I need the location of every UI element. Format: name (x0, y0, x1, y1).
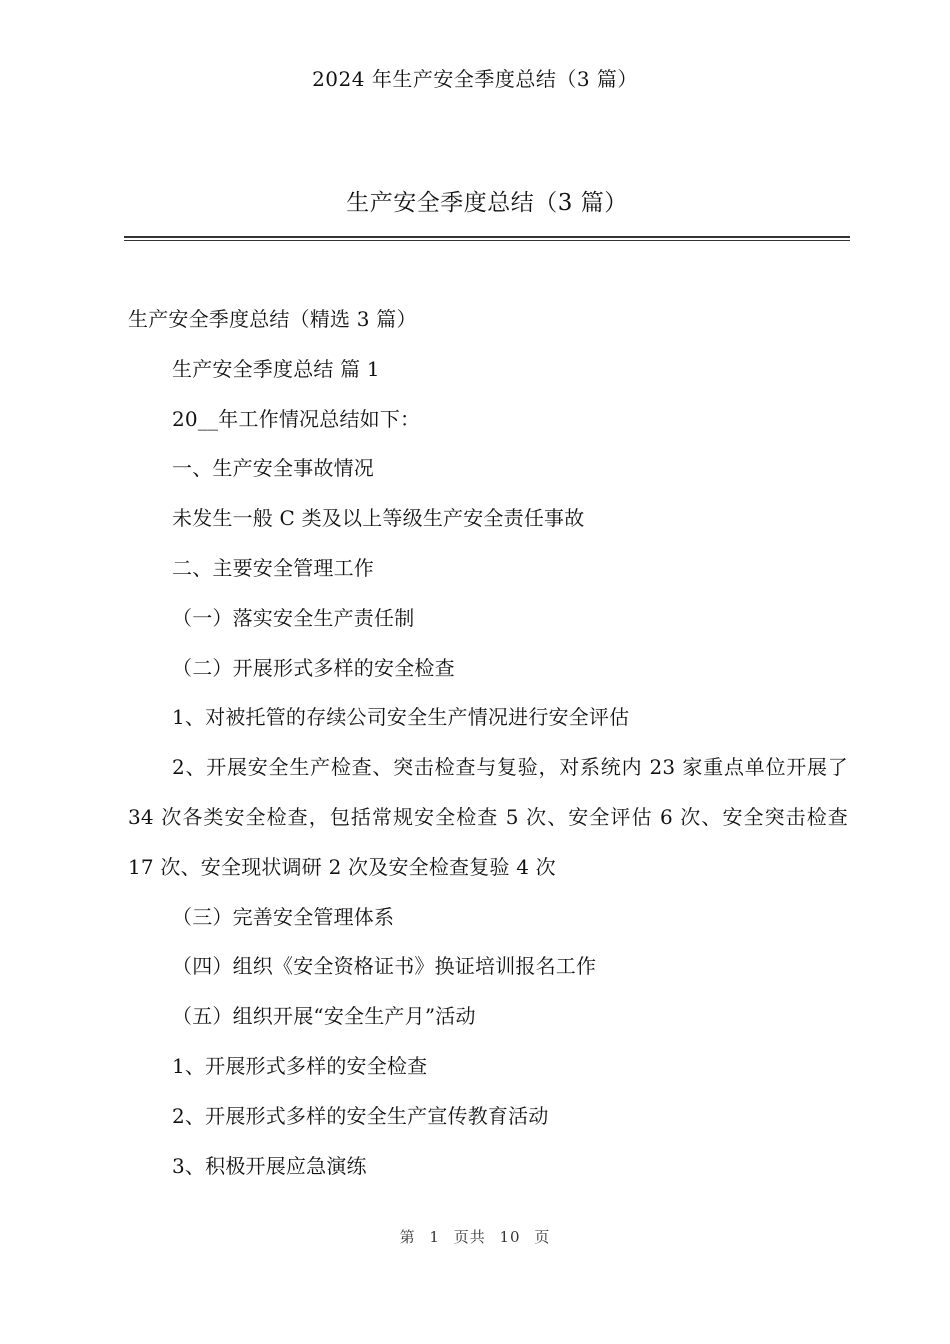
paragraph-subheading: （四）组织《安全资格证书》换证培训报名工作 (172, 954, 597, 979)
paragraph-list-item: 1、开展形式多样的安全检查 (172, 1053, 428, 1078)
title-divider (124, 236, 850, 241)
paragraph-subheading: （一）落实安全生产责任制 (172, 605, 415, 630)
paragraph-list-item: 1、对被托管的存续公司安全生产情况进行安全评估 (172, 705, 630, 730)
document-body (128, 295, 848, 1191)
paragraph-list-item: 2、开展形式多样的安全生产宣传教育活动 (172, 1103, 549, 1128)
paragraph: 未发生一般 C 类及以上等级生产安全责任事故 (172, 506, 585, 531)
paragraph-list-item: 3、积极开展应急演练 (172, 1153, 367, 1178)
paragraph-subtitle: 生产安全季度总结（精选 3 篇） (128, 307, 417, 331)
document-title: 生产安全季度总结（3 篇） (346, 190, 628, 216)
paragraph-list-item: 2、开展安全生产检查、突击检查与复验，对系统内 23 家重点单位开展了 34 次各类安全检查，包括常规安全检查 5 次、安全评估 6 次、安全突击检查 17 次、安全现状调研 2 次及安全检查复验 4 次 (128, 755, 848, 879)
paragraph-heading-2: 二、主要安全管理工作 (172, 555, 374, 580)
paragraph-section-heading: 生产安全季度总结 篇 1 (172, 356, 380, 381)
paragraph-heading-1: 一、生产安全事故情况 (172, 456, 374, 481)
paragraph-subheading: （二）开展形式多样的安全检查 (172, 655, 455, 680)
paragraph-subheading: （三）完善安全管理体系 (172, 904, 395, 929)
page-footer: 第 1 页共 10 页 (399, 1228, 551, 1246)
page-header-title: 2024 年生产安全季度总结（3 篇） (312, 67, 638, 91)
paragraph: 20__年工作情况总结如下： (172, 406, 421, 431)
paragraph-subheading: （五）组织开展“安全生产月”活动 (172, 1004, 476, 1029)
